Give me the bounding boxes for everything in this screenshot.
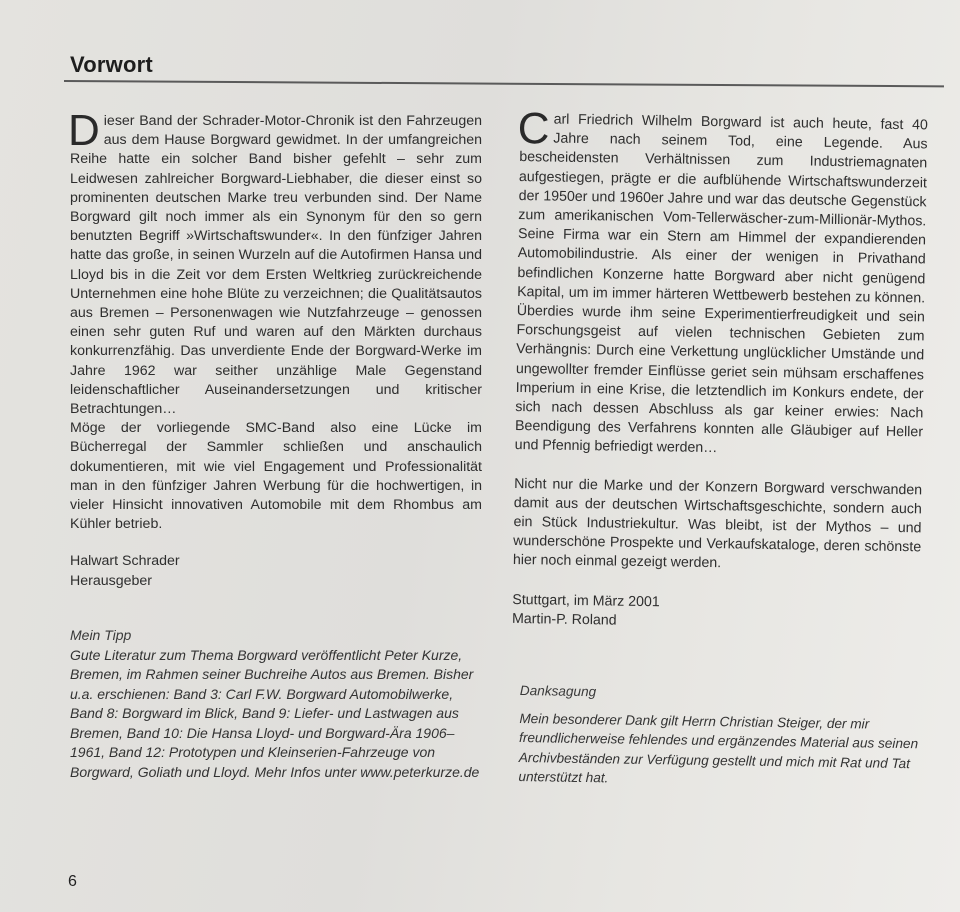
heading-rule xyxy=(64,80,944,87)
left-column xyxy=(68,106,482,591)
right-paragraph-1-text: arl Friedrich Wilhelm Borgward ist auch heute, fast 40 Jahre nach seinem Tod, eine Legende. Aus bescheidensten Verhältnissen zum Industriemagnaten aufgestiegen, prägte er die aufblühende Wirtschaftswunderzeit der 1950er und 1960er Jahre und war das deutsche Gegenstück zum amerikanischen Vom-Tellerwäscher-zum-Millionär-Mythos. Seine Firma war ein Stern am Himmel der expandierenden Automobilindustrie. Als einer der wenigen in Privathand befindlichen Konzerne hatte Borgward aber nicht genügend Kapital, um im immer härteren Wettbewerb bestehen zu können. Überdies wurde ihm seine Experimentierfreudigkeit und sein Forschungsgeist auf vielen technischen Gebieten zum Verhängnis: Durch eine Verkettung unglücklicher Umstände und ungewollter fremder Einflüsse geriet sein mühsam erschaffenes Imperium in eine Krise, die letztendlich im Konkurs endete, der sich nach dessen Abschluss als gar keiner erwies: Nach Beendigung des Verfahrens konnten alle Gläubiger auf Heller und Pfennig befriedigt werden… xyxy=(514,111,928,457)
right-column xyxy=(511,103,928,635)
place-date: Stuttgart, im März 2001 xyxy=(512,591,660,610)
tip-text: Gute Literatur zum Thema Borgward veröffentlicht Peter Kurze, Bremen, im Rahmen seiner Buchreihe Autos aus Bremen. Bisher u.a. erschienen: Band 3: Carl F.W. Borgward Automobilwerke, Band 8: Borgward im Blick, Band 9: Liefer- und Lastwagen aus Bremen, Band 10: Die Hansa Lloyd- und Borgward-Ära 1906–1961, Band 12: Prototypen und Kleinserien-Fahrzeuge von Borgward, Goliath und Lloyd. Mehr Infos unter www.peterkurze.de xyxy=(70,646,480,780)
tip-box xyxy=(70,626,482,782)
right-paragraph-1 xyxy=(514,103,928,462)
left-dropcap: D xyxy=(68,106,100,155)
left-paragraph-1 xyxy=(68,106,482,419)
right-dropcap: C xyxy=(517,103,550,154)
left-paragraph-2: Möge der vorliegende SMC-Band also eine Lücke im Bücherregal der Sammler schließen und anschaulich dokumentieren, mit wie viel Engagement und Professionalität man in den fünfziger Jahren Werbung für die hochwertigen, in vieler Hinsicht innovativen Automobile mit dem Rhombus am Kühler betrieb. xyxy=(70,420,482,533)
author-name: Martin-P. Roland xyxy=(511,610,617,629)
right-signature xyxy=(512,591,921,636)
page-number: 6 xyxy=(68,873,77,890)
signature-name: Halwart Schrader xyxy=(70,553,180,570)
tip-heading: Mein Tipp xyxy=(70,627,132,643)
left-paragraph-1-text: ieser Band der Schrader-Motor-Chronik ist den Fahrzeugen aus dem Hause Borgward gewidmet. In der umfangreichen Reihe hatte ein solcher Band bisher gefehlt – sehr zum Leidwesen zahlreicher Borgward-Liebhaber, die dieser einst so prominenten deutschen Marke treu verbunden sind. Der Name Borgward gilt noch immer als ein Synonym für den so gern benutzten Begriff »Wirtschaftswunder«. In den fünfziger Jahren hatte das große, in seinen Wurzeln auf die Autofirmen Hansa und Lloyd bis in die Zeit vor dem Ersten Weltkrieg zurückreichende Unternehmen eine hohe Blüte zu verzeichnen; die Qualitätsautos aus Bremen – Personenwagen wie Nutzfahrzeuge – genossen einen sehr guten Ruf und waren auf den Märkten durchaus konkurrenzfähig. Das unverdiente Ende der Borgward-Werke im Jahre 1962 war seither unzählige Male Gegenstand leidenschaftlicher Auseinandersetzungen und kritischer Betrachtungen… xyxy=(70,113,482,418)
acknowledgement-heading: Danksagung xyxy=(519,682,597,700)
acknowledgement-text: Mein besonderer Dank gilt Herrn Christian Steiger, der mir freundlicherweise fehlendes und ergänzendes Material aus seinen Archivbeständen zur Verfügung gestellt und mich mit Rat und Tat unterstützt hat. xyxy=(518,710,919,786)
right-paragraph-2: Nicht nur die Marke und der Konzern Borgward verschwanden damit aus der deutschen Wirtschaftsgeschichte, sondern auch ein Stück Industriekultur. Was bleibt, ist der Mythos – und wunderschöne Prospekte und Verkaufskataloge, deren schönste hier noch einmal gezeigt werden. xyxy=(512,475,923,572)
acknowledgement-box xyxy=(518,681,930,793)
left-signature xyxy=(70,552,482,590)
page-title: Vorwort xyxy=(70,52,153,77)
signature-role: Herausgeber xyxy=(70,572,153,589)
